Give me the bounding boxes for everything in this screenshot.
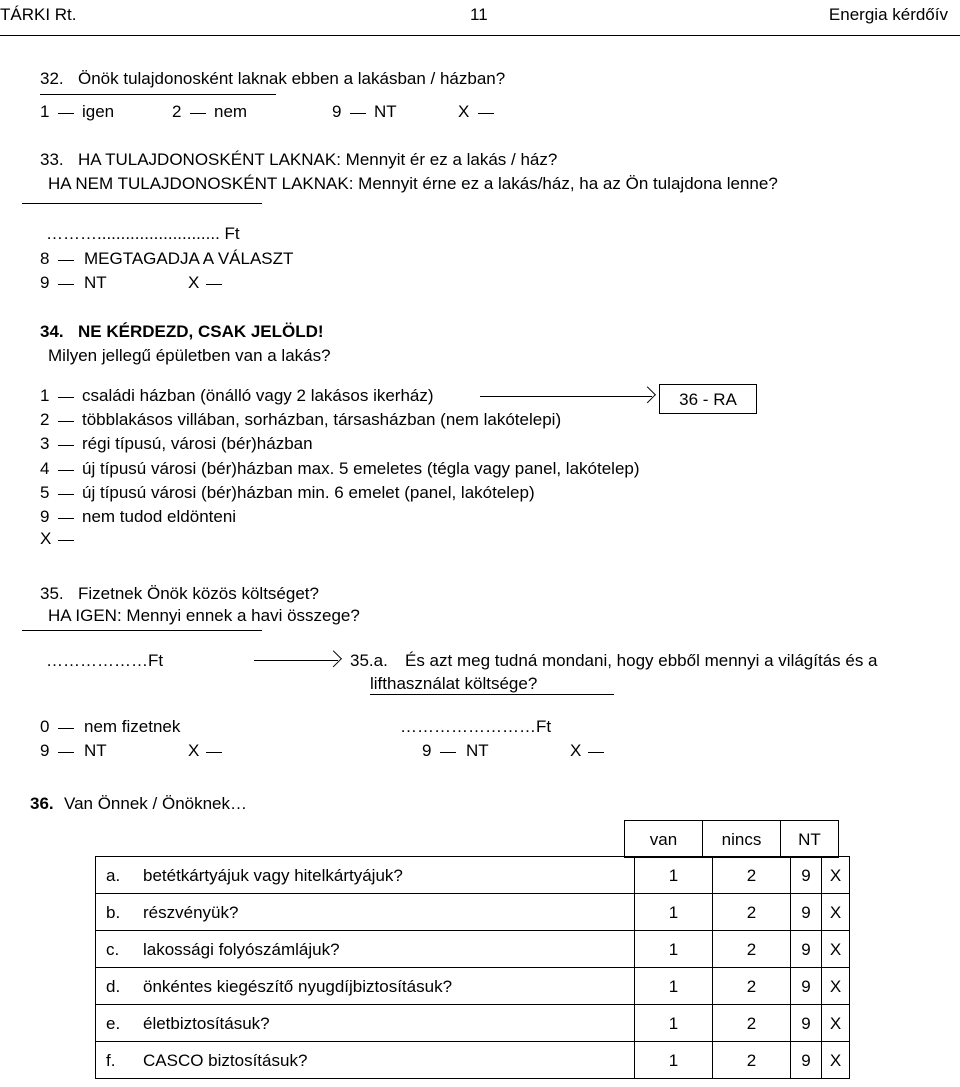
q34-number: 34. [40,322,64,341]
q33-line2: HA NEM TULAJDONOSKÉNT LAKNAK: Mennyit érne ez a lakás/ház, ha az Ön tulajdona lenne? [48,174,778,193]
header-rule [0,35,960,36]
q35a-number: 35.a. [350,651,388,670]
answer-x[interactable]: X [822,1005,850,1042]
row-text: CASCO biztosításuk? [143,1050,308,1070]
row-letter: c. [106,939,120,959]
q32-option-label[interactable]: NT [374,102,397,121]
dash [58,470,74,471]
q35-option-x[interactable]: X [188,741,200,760]
dash [440,752,456,753]
q33-line1: HA TULAJDONOSKÉNT LAKNAK: Mennyit ér ez a lakás / ház? [78,150,558,169]
column-header: NT [781,821,839,858]
column-header: nincs [703,821,781,858]
q33-code: 9 [40,273,50,292]
row-letter: a. [106,865,121,885]
answer-x[interactable]: X [822,857,850,894]
dash [478,113,494,114]
q34-option-label[interactable]: nem tudod eldönteni [82,507,237,526]
answer-nincs[interactable]: 2 [713,931,791,968]
row-label [96,931,635,968]
row-text: lakossági folyószámlájuk? [143,939,340,959]
q33-option-x[interactable]: X [188,273,200,292]
dash [58,260,74,261]
q35-option-nt[interactable]: NT [84,741,107,760]
q35-line2: HA IGEN: Mennyi ennek a havi összege? [48,606,360,625]
dash [58,397,74,398]
q35a-code: 9 [422,741,432,760]
answer-nt[interactable]: 9 [791,894,822,931]
dash [190,113,206,114]
q35-arrow [254,660,338,661]
table-row [96,1005,850,1042]
q34-option-label[interactable]: új típusú városi (bér)házban max. 5 emeletes (tégla vagy panel, lakótelep) [82,459,640,478]
q35-amount-field[interactable]: ………………Ft [46,651,164,670]
q34-option-label[interactable]: régi típusú, városi (bér)házban [82,434,313,453]
q34-option-label[interactable]: családi házban (önálló vagy 2 lakásos ikerház) [82,386,434,405]
row-label [96,968,635,1005]
q35-line1: Fizetnek Önök közös költséget? [78,584,319,603]
row-letter: b. [106,902,121,922]
q32-option-label[interactable]: nem [214,102,248,121]
q34-option-code: 4 [40,459,50,478]
table-row [96,894,850,931]
page-number: 11 [470,5,488,24]
row-letter: d. [106,976,121,996]
q35-code: 9 [40,741,50,760]
answer-van[interactable]: 1 [635,931,713,968]
q36-table [95,856,850,1079]
q34-option-code: 1 [40,386,50,405]
q34-option-label[interactable]: új típusú városi (bér)házban min. 6 emelet (panel, lakótelep) [82,483,535,502]
q33-option-refuse[interactable]: MEGTAGADJA A VÁLASZT [84,249,294,268]
q32-option-code[interactable]: X [458,102,470,121]
q34-option-code: 3 [40,434,50,453]
answer-nincs[interactable]: 2 [713,968,791,1005]
q32-option-code: 9 [332,102,342,121]
answer-nt[interactable]: 9 [791,931,822,968]
skip-arrow [480,396,652,397]
q34-option-x[interactable]: X [40,529,52,548]
q33-code: 8 [40,249,50,268]
table-row [96,968,850,1005]
q34-option-label[interactable]: többlakásos villában, sorházban, társasházban (nem lakótelepi) [82,410,562,429]
column-header: van [625,821,703,858]
dash [58,494,74,495]
answer-nincs[interactable]: 2 [713,857,791,894]
answer-van[interactable]: 1 [635,968,713,1005]
q35a-rule [370,694,614,695]
dash [58,728,74,729]
row-label [96,1042,635,1079]
row-text: önkéntes kiegészítő nyugdíjbiztosításuk? [143,976,453,996]
q35a-line1: És azt meg tudná mondani, hogy ebből mennyi a világítás és a [405,651,878,670]
q33-number: 33. [40,150,64,169]
dash [206,284,222,285]
dash [58,518,74,519]
answer-van[interactable]: 1 [635,857,713,894]
row-label [96,1005,635,1042]
q36-number: 36. [30,794,54,813]
header-right: Energia kérdőív [828,5,948,24]
answer-van[interactable]: 1 [635,1005,713,1042]
table-row [96,931,850,968]
q35-rule [22,630,262,631]
dash [58,113,74,114]
dash [206,752,222,753]
q34-option-code: 9 [40,507,50,526]
row-text: betétkártyájuk vagy hitelkártyájuk? [143,865,403,885]
row-label [96,894,635,931]
row-letter: e. [106,1013,121,1033]
answer-nincs[interactable]: 2 [713,1042,791,1079]
table-row [96,857,850,894]
answer-nincs[interactable]: 2 [713,1005,791,1042]
row-letter: f. [106,1050,116,1070]
q35a-option-x[interactable]: X [570,741,582,760]
q34-option-code: 5 [40,483,50,502]
answer-x[interactable]: X [822,968,850,1005]
q35a-amount-field[interactable]: ……………………Ft [400,717,552,736]
q34-instruction: NE KÉRDEZD, CSAK JELÖLD! [78,322,324,341]
dash [58,752,74,753]
q34-text: Milyen jellegű épületben van a lakás? [48,346,331,365]
dash [350,113,366,114]
dash [58,284,74,285]
q35-number: 35. [40,584,64,603]
q32-text: Önök tulajdonosként laknak ebben a lakásban / házban? [78,69,506,88]
header-left: TÁRKI Rt. [0,5,77,24]
answer-nt[interactable]: 9 [791,1005,822,1042]
answer-nt[interactable]: 9 [791,1042,822,1079]
answer-nincs[interactable]: 2 [713,894,791,931]
q35a-line2: lifthasználat költsége? [370,674,538,693]
dash [58,421,74,422]
answer-x[interactable]: X [822,894,850,931]
q35-code: 0 [40,717,50,736]
table-row [96,1042,850,1079]
q36-column-headers [624,820,839,858]
row-label [96,857,635,894]
q32-option-code: 2 [172,102,182,121]
q33-amount-field[interactable]: ……….......................... Ft [46,224,240,243]
answer-van[interactable]: 1 [635,1042,713,1079]
answer-nt[interactable]: 9 [791,968,822,1005]
q35a-option-nt[interactable]: NT [466,741,489,760]
q33-rule [22,203,262,204]
answer-van[interactable]: 1 [635,894,713,931]
q36-text: Van Önnek / Önöknek… [64,794,248,813]
skip-box: 36 - RA [659,384,757,414]
answer-x[interactable]: X [822,1042,850,1079]
q32-rule [40,94,276,95]
answer-x[interactable]: X [822,931,850,968]
q32-number: 32. [40,69,64,88]
q35-option-none[interactable]: nem fizetnek [84,717,181,736]
dash [58,540,74,541]
dash [588,752,604,753]
q32-option-label[interactable]: igen [82,102,115,121]
answer-nt[interactable]: 9 [791,857,822,894]
row-text: részvényük? [143,902,239,922]
row-text: életbiztosításuk? [143,1013,270,1033]
q34-option-code: 2 [40,410,50,429]
q33-option-nt[interactable]: NT [84,273,107,292]
dash [58,445,74,446]
q32-option-code: 1 [40,102,50,121]
